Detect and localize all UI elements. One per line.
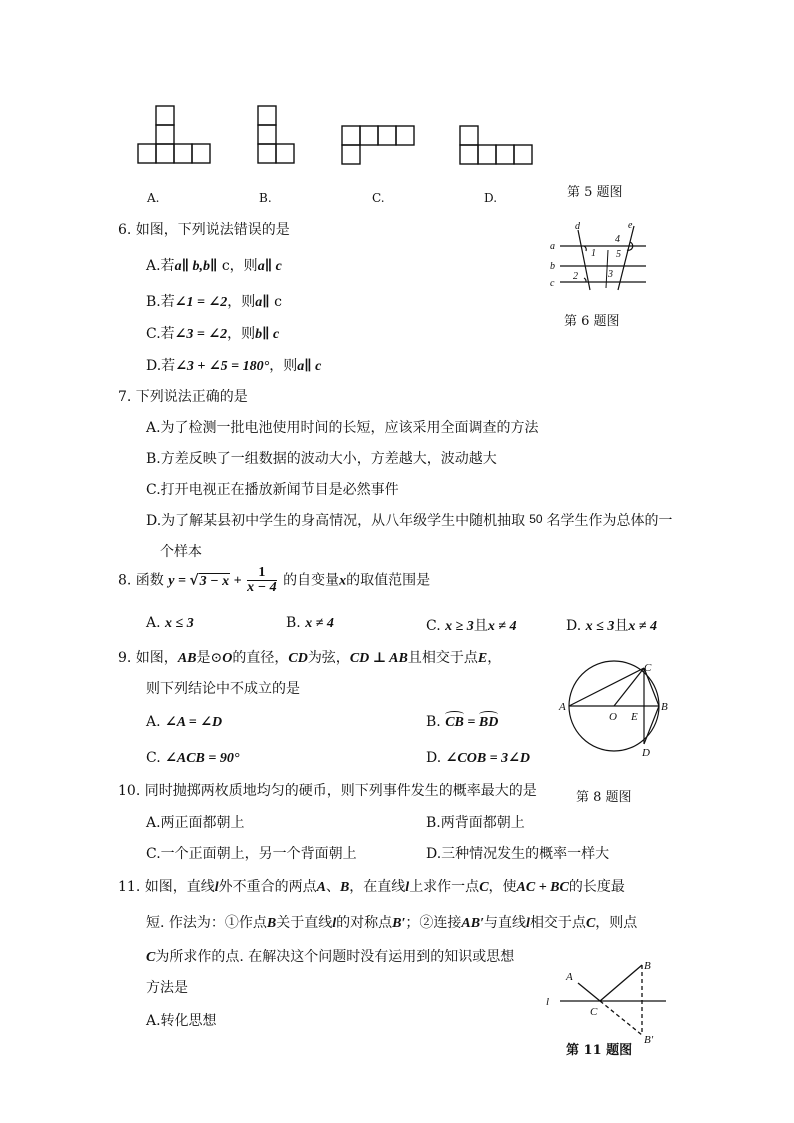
- q6-label-c: c: [550, 278, 555, 289]
- q9-figure: [556, 660, 676, 760]
- q9-option-a: A. ∠A = ∠D: [146, 714, 223, 730]
- q6-option-c: C.若∠3 = ∠2，则b∥ c: [146, 326, 280, 342]
- q11-figure-caption: 第 11 题图: [566, 1043, 633, 1058]
- q6-option-d: D.若∠3 + ∠5 = 180°，则a∥ c: [146, 358, 322, 374]
- q5-figure-c: [340, 124, 416, 164]
- q9-stem-line1: 9. 如图，AB是⊙O的直径，CD为弦，CD ⊥ AB且相交于点E，: [118, 650, 502, 666]
- q9-label-e: E: [631, 711, 638, 723]
- q7-option-d: D.为了解某县初中学生的身高情况，从八年级学生中随机抽取 50 名学生作为总体的一: [146, 512, 673, 529]
- q8-option-c: C. x ≥ 3且x ≠ 4: [426, 618, 517, 634]
- q6-label-3: 3: [608, 269, 613, 280]
- q6-label-2: 2: [573, 271, 578, 282]
- q5-figure-caption: 第 5 题图: [567, 185, 623, 200]
- q9-label-a: A: [559, 701, 566, 713]
- q6-stem: 6. 如图，下列说法错误的是: [118, 222, 290, 238]
- q11-stem-line2: 短. 作法为：①作点B关于直线l的对称点B′；②连接AB′与直线l相交于点C，则点: [146, 915, 638, 931]
- q7-option-a: A.为了检测一批电池使用时间的长短，应该采用全面调查的方法: [146, 420, 539, 436]
- q6-label-5: 5: [616, 249, 621, 260]
- q6-label-a: a: [550, 241, 555, 252]
- q10-option-b: B.两背面都朝上: [426, 815, 525, 831]
- q5-option-b: B.: [259, 191, 272, 205]
- q9-stem-line2: 则下列结论中不成立的是: [146, 681, 300, 697]
- q10-stem: 10. 同时抛掷两枚质地均匀的硬币，则下列事件发生的概率最大的是: [118, 783, 537, 799]
- q10-option-d: D.三种情况发生的概率一样大: [426, 846, 610, 862]
- q8-option-d: D. x ≤ 3且x ≠ 4: [566, 618, 658, 634]
- q10-option-a: A.两正面都朝上: [146, 815, 245, 831]
- q6-label-d: d: [575, 221, 580, 232]
- q8-option-b: B. x ≠ 4: [286, 615, 334, 631]
- q9-option-c: C. ∠ACB = 90°: [146, 750, 240, 766]
- q9-label-c: C: [644, 662, 652, 674]
- q7-stem: 7. 下列说法正确的是: [118, 389, 248, 405]
- q6-label-4: 4: [615, 234, 620, 245]
- q6-option-a: A.若a∥ b,b∥ c，则a∥ c: [146, 258, 282, 274]
- q9-option-d: D. ∠COB = 3∠D: [426, 750, 530, 766]
- q11-stem-line3: C为所求作的点. 在解决这个问题时没有运用到的知识或思想: [146, 949, 515, 965]
- q8-option-a: A. x ≤ 3: [146, 615, 194, 631]
- q11-figure: [540, 955, 670, 1045]
- q9-label-d: D: [642, 747, 650, 759]
- q11-stem-line4: 方法是: [146, 980, 188, 996]
- q10-option-c: C.一个正面朝上，另一个背面朝上: [146, 846, 357, 862]
- q6-label-e: e: [628, 220, 633, 231]
- q11-label-c: C: [590, 1006, 598, 1018]
- q6-label-b: b: [550, 261, 555, 272]
- q7-option-c: C.打开电视正在播放新闻节目是必然事件: [146, 482, 399, 498]
- q11-stem-line1: 11. 如图，直线l外不重合的两点A、B，在直线l上求作一点C，使AC + BC的长度最: [118, 879, 625, 895]
- q6-figure-caption: 第 6 题图: [564, 314, 620, 329]
- q5-option-c: C.: [372, 191, 385, 205]
- q5-option-a: A.: [147, 191, 160, 205]
- q5-figure-a: [136, 104, 212, 164]
- q9-figure-caption: 第 8 题图: [576, 790, 632, 805]
- q5-figure-b: [256, 104, 298, 164]
- q11-option-a: A.转化思想: [146, 1013, 217, 1029]
- q8-stem: 8. 函数 y = √3 − x + $\frac{1}{x - 4}$ 的自变量x的取值范围是: [118, 565, 431, 595]
- q11-label-l: l: [546, 996, 550, 1008]
- q6-figure: [548, 220, 648, 292]
- q11-label-bprime: B′: [644, 1034, 654, 1046]
- q7-option-b: B.方差反映了一组数据的波动大小，方差越大，波动越大: [146, 451, 497, 467]
- q7-option-d-cont: 个样本: [160, 544, 202, 560]
- q9-label-o: O: [609, 711, 617, 723]
- q11-label-b: B: [644, 960, 651, 972]
- q5-figure-d: [458, 124, 534, 164]
- q11-label-a: A: [566, 971, 573, 983]
- q9-option-b: B. CB = BD: [426, 714, 498, 731]
- q9-label-b: B: [661, 701, 668, 713]
- q5-option-d: D.: [484, 191, 498, 205]
- q6-option-b: B.若∠1 = ∠2，则a∥ c: [146, 294, 282, 310]
- q6-label-1: 1: [591, 248, 596, 259]
